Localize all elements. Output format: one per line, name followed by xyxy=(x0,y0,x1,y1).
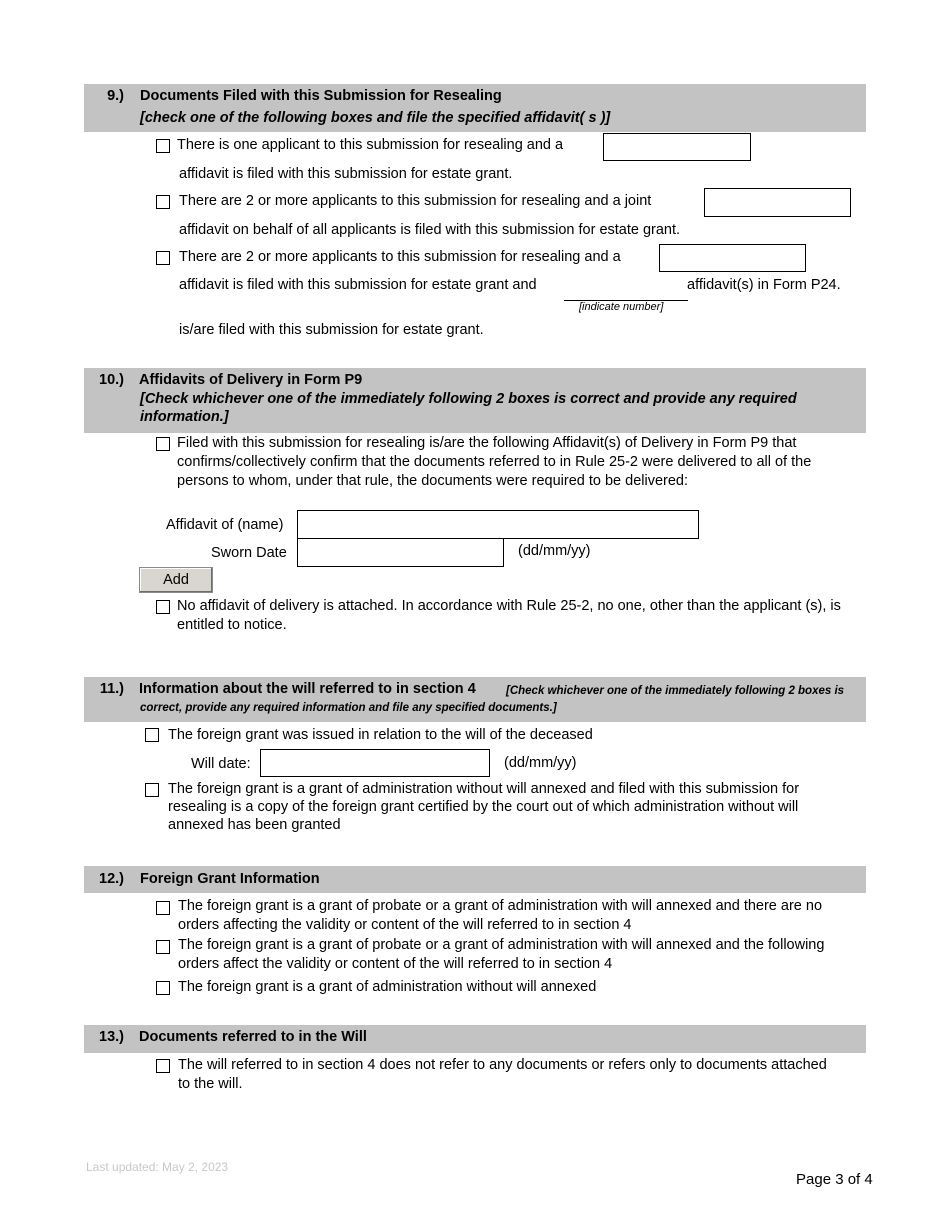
s9-option1-text-line2: affidavit is filed with this submission for estate grant. xyxy=(179,166,513,182)
s9-option3-text-line2: affidavit is filed with this submission for estate grant and xyxy=(179,277,537,293)
s10-option2-checkbox[interactable] xyxy=(156,600,170,614)
s11-will-date-label: Will date: xyxy=(191,756,251,772)
s12-option3-checkbox[interactable] xyxy=(156,981,170,995)
section-9-title: Documents Filed with this Submission for Resealing xyxy=(140,88,502,104)
s10-sworn-date-input[interactable] xyxy=(297,538,504,567)
s9-option3-text-line3: is/are filed with this submission for estate grant. xyxy=(179,322,484,338)
s11-option1-checkbox[interactable] xyxy=(145,728,159,742)
section-12-title: Foreign Grant Information xyxy=(140,871,320,887)
s10-option2-text: No affidavit of delivery is attached. In accordance with Rule 25-2, no one, other than the applicant (s), is entitled to notice. xyxy=(177,598,841,633)
s11-option2-checkbox[interactable] xyxy=(145,783,159,797)
last-updated-text: Last updated: May 2, 2023 xyxy=(86,1160,229,1174)
s13-option1-checkbox[interactable] xyxy=(156,1059,170,1073)
s9-option3-number-input[interactable] xyxy=(564,282,688,301)
s9-option3-affidavit-type-input[interactable] xyxy=(659,244,806,272)
s11-option1-text: The foreign grant was issued in relation to the will of the deceased xyxy=(168,727,593,743)
s9-option3-number-hint: [indicate number] xyxy=(579,301,664,313)
s9-option2-text: There are 2 or more applicants to this submission for resealing and a joint xyxy=(179,193,652,209)
section-11-instruction: [Check whichever one of the immediately following 2 boxes is correct, provide any required information and file any specified documents.] xyxy=(140,685,845,714)
s10-affidavit-name-label: Affidavit of (name) xyxy=(166,517,284,533)
s9-option1-text: There is one applicant to this submission for resealing and a xyxy=(177,137,564,153)
s9-option3-checkbox[interactable] xyxy=(156,251,170,265)
s12-option1-checkbox[interactable] xyxy=(156,901,170,915)
s10-affidavit-name-input[interactable] xyxy=(297,510,699,539)
s12-option2-checkbox[interactable] xyxy=(156,940,170,954)
s9-option2-checkbox[interactable] xyxy=(156,195,170,209)
s10-add-button[interactable]: Add xyxy=(139,567,213,593)
section-11-number: 11.) xyxy=(99,681,124,697)
section-12-number: 12.) xyxy=(99,871,124,887)
s10-date-format-hint: (dd/mm/yy) xyxy=(518,543,591,559)
s13-option1-text: The will referred to in section 4 does not refer to any documents or refers only to documents attached to the will. xyxy=(178,1057,827,1092)
s9-option3-text: There are 2 or more applicants to this submission for resealing and a xyxy=(179,249,621,265)
s11-option2-text: The foreign grant is a grant of administration without will annexed and filed with this submission for resealing is a copy of the foreign grant certified by the court out of which administration without will annexed has been granted xyxy=(168,781,800,833)
section-11-title: Information about the will referred to in section 4 xyxy=(139,681,476,697)
s10-option1-checkbox[interactable] xyxy=(156,437,170,451)
s9-option2-text-line2: affidavit on behalf of all applicants is filed with this submission for estate grant. xyxy=(179,222,681,238)
page-number: Page 3 of 4 xyxy=(796,1171,873,1188)
section-9-instruction: [check one of the following boxes and file the specified affidavit( s )] xyxy=(140,110,611,126)
s9-option1-affidavit-type-input[interactable] xyxy=(603,133,751,161)
section-9-number: 9.) xyxy=(107,88,124,104)
section-13-title: Documents referred to in the Will xyxy=(139,1029,367,1045)
section-10-instruction: [Check whichever one of the immediately following 2 boxes is correct and provide any required information.] xyxy=(140,391,797,425)
s11-will-date-input[interactable] xyxy=(260,749,490,777)
s9-option3-text-form-p24: affidavit(s) in Form P24. xyxy=(687,277,841,293)
s12-option2-text: The foreign grant is a grant of probate or a grant of administration with will annexed and the following orders affect the validity or content of the will referred to in section 4 xyxy=(178,937,825,972)
s12-option1-text: The foreign grant is a grant of probate or a grant of administration with will annexed and there are no orders affecting the validity or content of the will referred to in section 4 xyxy=(178,898,823,933)
section-10-title: Affidavits of Delivery in Form P9 xyxy=(139,372,363,388)
s9-option2-affidavit-type-input[interactable] xyxy=(704,188,851,217)
section-13-number: 13.) xyxy=(99,1029,124,1045)
s10-option1-text: Filed with this submission for resealing is/are the following Affidavit(s) of Delivery in Form P9 that confirms/collectively confirm that the documents referred to in Rule 25-2 were delivered to all of the persons to whom, under that rule, the documents were required to be delivered: xyxy=(177,435,812,489)
s9-option1-checkbox[interactable] xyxy=(156,139,170,153)
s11-date-format-hint: (dd/mm/yy) xyxy=(504,755,577,771)
section-10-number: 10.) xyxy=(99,372,124,388)
s10-sworn-date-label: Sworn Date xyxy=(211,545,287,561)
s12-option3-text: The foreign grant is a grant of administration without will annexed xyxy=(178,979,597,995)
